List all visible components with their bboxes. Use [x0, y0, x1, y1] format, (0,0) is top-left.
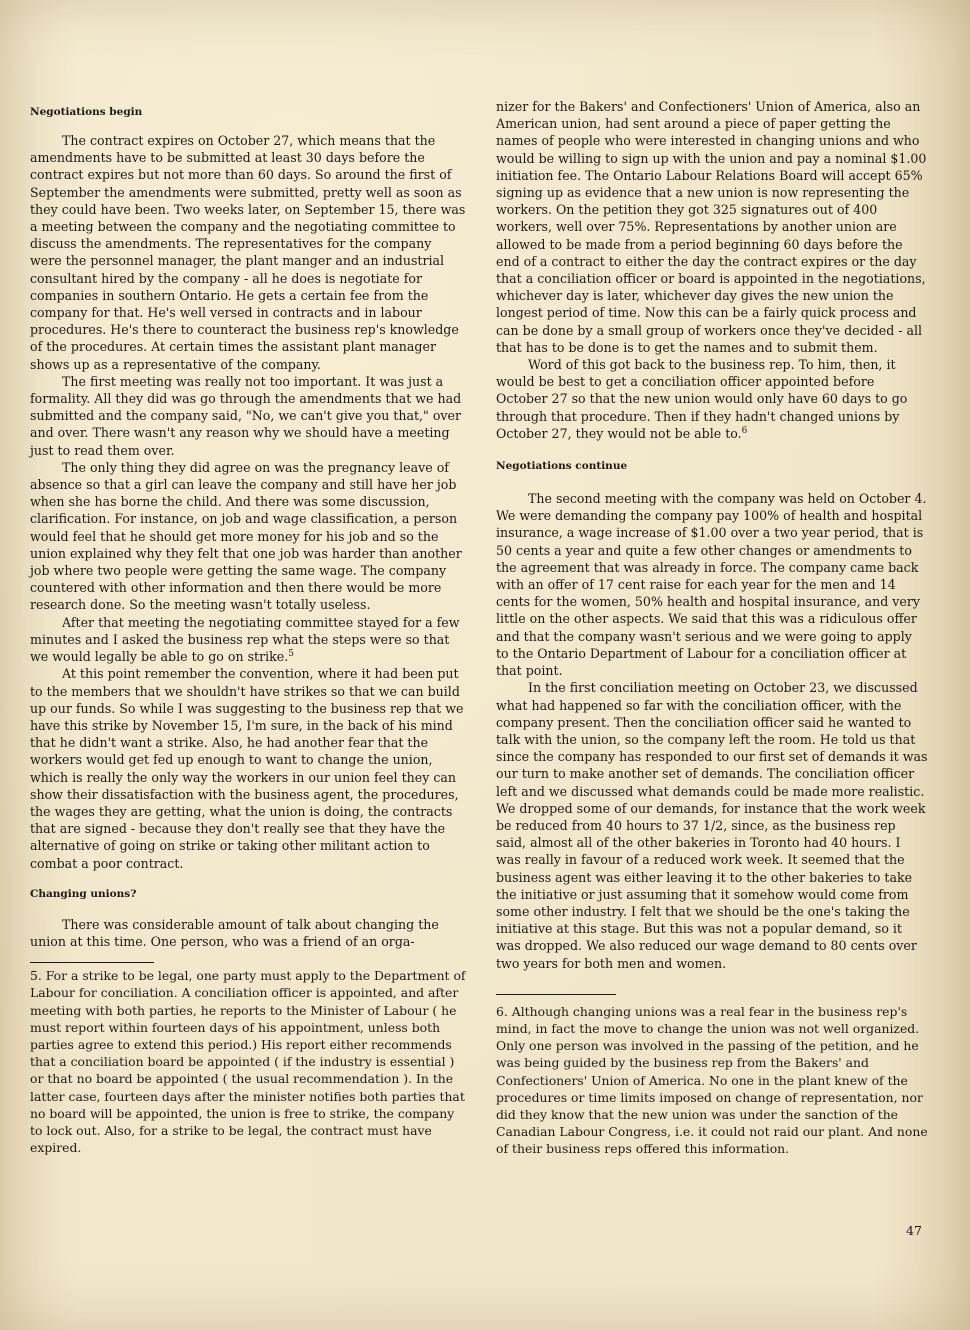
paragraph: The first meeting was really not too important. It was just a formality. All they did was go through the amendments that we had submitted and the company said, "No, we can't give you that," over and over. There wasn't any reason why we should have a meeting just to read them over. — [30, 373, 462, 458]
paragraph: The second meeting with the company was held on October 4. We were demanding the company pay 100% of health and hospital insurance, a wage increase of $1.00 over a two year period, that is 50 cents a year and quite a few other changes or amendments to the agreement that was already in force. The company came back with an offer of 17 cent raise for each year for the men and 14 cents for the women, 50% health and hospital insurance, and very little on the other aspects. We said that this was a ridiculous offer and that the company wasn't serious and we were going to apply to the Ontario Department of Labour for a conciliation officer at that point. — [496, 491, 927, 679]
paragraph: The only thing they did agree on was the pregnancy leave of absence so that a girl can leave the company and still have her job when she has borne the child. And there was some discussion, clarification. For instance, on job and wage classification, a person would feel that he should get more money for his job and so the union explained why they felt that one job was harder than another job where two people were getting the same wage. The company countered with other information and then there would be more research done. So the meeting wasn't totally useless. — [30, 459, 462, 613]
heading-negotiations-begin: Negotiations begin — [30, 106, 143, 118]
page-number: 47 — [906, 1223, 922, 1238]
paragraph: There was considerable amount of talk about changing the union at this time. One person, who was a friend of an orga- — [30, 916, 439, 949]
paragraph — [496, 356, 928, 442]
footnote-6: 6. Although changing unions was a real fear in the business rep's mind, in fact the move to change the union was not well organized. Only one person was involved in the passing of the petition, and he was being guided by the business rep from the Bakers' and Confectioners' Union of America. No one in the plant knew of the procedures or time limits imposed on change of representation, nor did they know that the new union was under the sanction of the Canadian Labour Congress, i.e. it could not raid our plant. And none of their business reps offered this information. — [496, 1003, 928, 1157]
footnote-5: 5. For a strike to be legal, one party must apply to the Department of Labour for conciliation. A conciliation officer is appointed, and after meeting with both parties, he reports to the Minister of Labour ( he must report within fourteen days of his appointment, unless both parties agree to extend this period.) His report either recommends that a conciliation board be appointed ( if the industry is essential ) or that no board be appointed ( the usual recommendation ). In the latter case, fourteen days after the minister notifies both parties that no board will be appointed, the union is free to strike, the company to lock out. Also, for a strike to be legal, the contract must have expired. — [30, 968, 466, 1156]
heading-changing-unions: Changing unions? — [30, 887, 137, 900]
paragraph: The contract expires on October 27, which means that the amendments have to be submitted at least 30 days before the contract expires but not more than 60 days. So around the first of September the amendments were submitted, pretty well as soon as they could have been. Two weeks later, on September 15, there was a meeting between the company and the negotiating committee to discuss the amendments. The representatives for the company were the personnel manager, the plant manger and an industrial consultant hired by the company - all he does is negotiate for companies in southern Ontario. He gets a certain fee from the company for that. He's well versed in contracts and in labour procedures. He's there to counteract the business rep's knowledge of the procedures. At certain times the assistant plant manager shows up as a representative of the company. — [30, 133, 466, 372]
paragraph: nizer for the Bakers' and Confectioners' Union of America, also an American union, had sent around a piece of paper getting the names of people who were interested in changing unions and who would be willing to sign up with the union and pay a nominal $1.00 initiation fee. The Ontario Labour Relations Board will accept 65% signing up as evidence that a new union is now representing the workers. On the petition they got 325 signatures out of 400 workers, well over 75%. Representations by another union are allowed to be made from a period beginning 60 days before the end of a contract to either the day the contract expires or the day that a conciliation officer or board is appointed in the negotiations, whichever day is later, whichever day gives the new union the longest period of time. Now this can be a fairly quick process and can be done by a small group of workers once they've decided - all that has to be done is to get the names and to submit them. — [496, 99, 927, 355]
heading-negotiations-continue: Negotiations continue — [496, 460, 628, 473]
footnote-ref-5: 5 — [288, 648, 294, 659]
footnote-ref-6: 6 — [741, 425, 748, 436]
right-column — [496, 98, 928, 1158]
paragraph-text: Word of this got back to the business rep. To him, then, it would be best to get a conciliation officer appointed before October 27 so that the new union would only have 60 days to go through that procedure. Then if they hadn't changed unions by October 27, they would not be able to. — [496, 357, 908, 441]
paragraph: In the first conciliation meeting on October 23, we discussed what had happened so far with the conciliation officer, with the company present. Then the conciliation officer said he wanted to talk with the union, so the company left the room. He told us that since the company has responded to our first set of demands it was our turn to make another set of demands. The conciliation officer left and we discussed what demands could be made more realistic. We dropped some of our demands, for instance that the work week be reduced from 40 hours to 37 1/2, since, as the business rep said, almost all of the other bakeries in Toronto had 40 hours. I was really in favour of a reduced work week. It seemed that the business agent was either leaving it to the other bakeries to take the initiative or just assuming that it somehow would come from some other industry. I felt that we should be the one's taking the initiative at this stage. But this was not a popular demand, so it was dropped. We also reduced our wage demand to 80 cents over two years for both men and women. — [496, 680, 928, 971]
paragraph — [30, 614, 466, 666]
paragraph-text: After that meeting the negotiating committee stayed for a few minutes and I asked the business rep what the steps were so that we would legally be able to go on strike. — [30, 614, 460, 665]
paragraph: At this point remember the convention, where it had been put to the members that we shouldn't have strikes so that we can build up our funds. So while I was suggesting to the business rep that we have this strike by November 15, I'm sure, in the back of his mind that he didn't want a strike. Also, he had another fear that the workers would get fed up enough to want to change the union, which is really the only way the workers in our union feel they can show their dissatisfaction with the business agent, the procedures, the wages they are getting, what the union is doing, the contracts that are signed - because they don't really see that they have the alternative of going on strike or taking other militant action to combat a poor contract. — [30, 666, 464, 871]
left-column — [30, 106, 466, 1156]
